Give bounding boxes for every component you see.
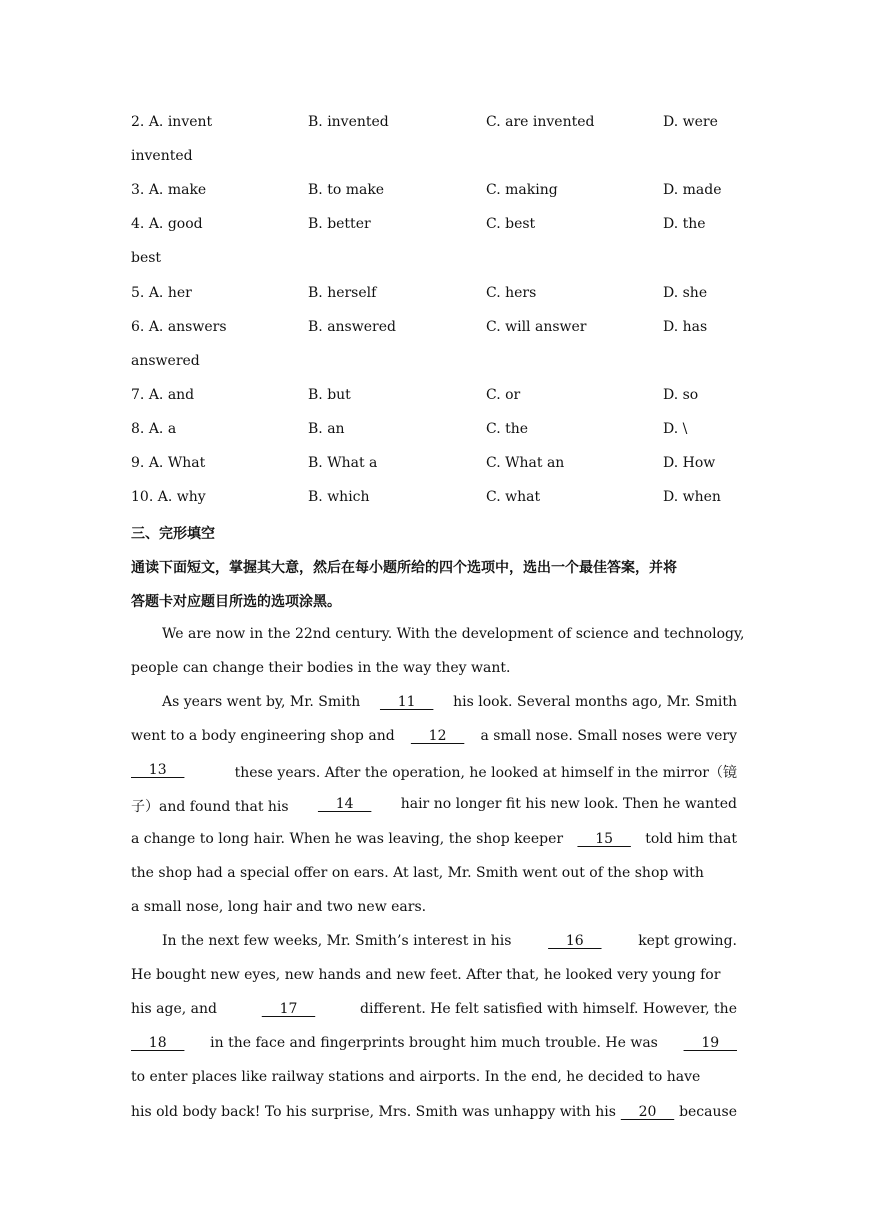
question-4-wrap: best <box>131 250 162 266</box>
passage-line: his age, and 17 different. He felt satisfied with himself. However, the <box>131 1001 737 1017</box>
instruction-line-1: 通读下面短文，掌握其大意，然后在每小题所给的四个选项中，选出一个最佳答案，并将 <box>131 560 677 576</box>
option-c: C. hers <box>486 285 537 301</box>
passage-line: his old body back! To his surprise, Mrs. Smith was unhappy with his 20 because <box>131 1104 737 1120</box>
blank-11: 11 <box>379 694 434 710</box>
section-title: 三、完形填空 <box>131 526 215 542</box>
blank-19: 19 <box>683 1035 737 1051</box>
passage-line: 子）and found that his 14 hair no longer fit his new look. Then he wanted <box>131 796 737 815</box>
option-d: D. when <box>663 489 721 505</box>
blank-18: 18 <box>131 1035 185 1051</box>
blank-15: 15 <box>577 831 631 847</box>
option-b: B. an <box>308 421 345 437</box>
option-a: 3. A. make <box>131 182 207 198</box>
option-a: 9. A. What <box>131 455 206 471</box>
passage-line: As years went by, Mr. Smith 11 his look. Several months ago, Mr. Smith <box>162 694 737 710</box>
option-a: 6. A. answers <box>131 319 227 335</box>
question-10-options <box>131 489 751 511</box>
question-8-options <box>131 421 751 443</box>
option-c: C. best <box>486 216 536 232</box>
passage-line: the shop had a special offer on ears. At last, Mr. Smith went out of the shop with <box>131 865 704 881</box>
passage-line: a small nose, long hair and two new ears. <box>131 899 427 915</box>
option-c: C. or <box>486 387 521 403</box>
blank-17: 17 <box>261 1001 316 1017</box>
option-b: B. which <box>308 489 370 505</box>
option-a: 7. A. and <box>131 387 195 403</box>
option-d: D. \ <box>663 421 688 437</box>
option-b: B. but <box>308 387 351 403</box>
option-a: 8. A. a <box>131 421 177 437</box>
blank-14: 14 <box>317 796 372 812</box>
option-b: B. herself <box>308 285 377 301</box>
passage-line: 18 in the face and fingerprints brought him much trouble. He was 19 <box>131 1035 737 1051</box>
option-d: D. were <box>663 114 718 130</box>
blank-13: 13 <box>131 762 185 778</box>
question-9-options <box>131 455 751 477</box>
question-6-options <box>131 319 751 341</box>
option-d: D. How <box>663 455 716 471</box>
passage-line: went to a body engineering shop and 12 a small nose. Small noses were very <box>131 728 737 744</box>
option-a: 5. A. her <box>131 285 192 301</box>
option-a: 10. A. why <box>131 489 206 505</box>
passage-line: He bought new eyes, new hands and new feet. After that, he looked very young for <box>131 967 721 983</box>
option-b: B. invented <box>308 114 389 130</box>
option-d: D. has <box>663 319 708 335</box>
passage-line: We are now in the 22nd century. With the development of science and technology, <box>162 626 745 642</box>
question-7-options <box>131 387 751 409</box>
passage-line: a change to long hair. When he was leaving, the shop keeper 15 told him that <box>131 831 737 847</box>
option-c: C. What an <box>486 455 565 471</box>
option-a: 2. A. invent <box>131 114 213 130</box>
passage-line: In the next few weeks, Mr. Smith’s interest in his 16 kept growing. <box>162 933 737 949</box>
question-2-wrap: invented <box>131 148 193 164</box>
option-a: 4. A. good <box>131 216 203 232</box>
passage-line: people can change their bodies in the way they want. <box>131 660 511 676</box>
option-c: C. are invented <box>486 114 595 130</box>
option-d: D. made <box>663 182 722 198</box>
option-b: B. What a <box>308 455 378 471</box>
passage-line: to enter places like railway stations and airports. In the end, he decided to have <box>131 1069 701 1085</box>
option-b: B. better <box>308 216 371 232</box>
option-b: B. answered <box>308 319 396 335</box>
passage-line: 13 these years. After the operation, he looked at himself in the mirror（镜 <box>131 762 737 781</box>
option-c: C. will answer <box>486 319 587 335</box>
option-c: C. making <box>486 182 558 198</box>
instruction-line-2: 答题卡对应题目所选的选项涂黑。 <box>131 594 341 610</box>
blank-12: 12 <box>410 728 465 744</box>
option-d: D. the <box>663 216 706 232</box>
option-c: C. what <box>486 489 541 505</box>
option-d: D. so <box>663 387 699 403</box>
question-6-wrap: answered <box>131 353 200 369</box>
question-3-options <box>131 182 751 204</box>
option-d: D. she <box>663 285 708 301</box>
question-4-options <box>131 216 751 238</box>
blank-16: 16 <box>548 933 602 949</box>
option-b: B. to make <box>308 182 385 198</box>
option-c: C. the <box>486 421 529 437</box>
question-5-options <box>131 285 751 307</box>
question-2-options <box>131 114 751 136</box>
blank-20: 20 <box>620 1104 675 1120</box>
